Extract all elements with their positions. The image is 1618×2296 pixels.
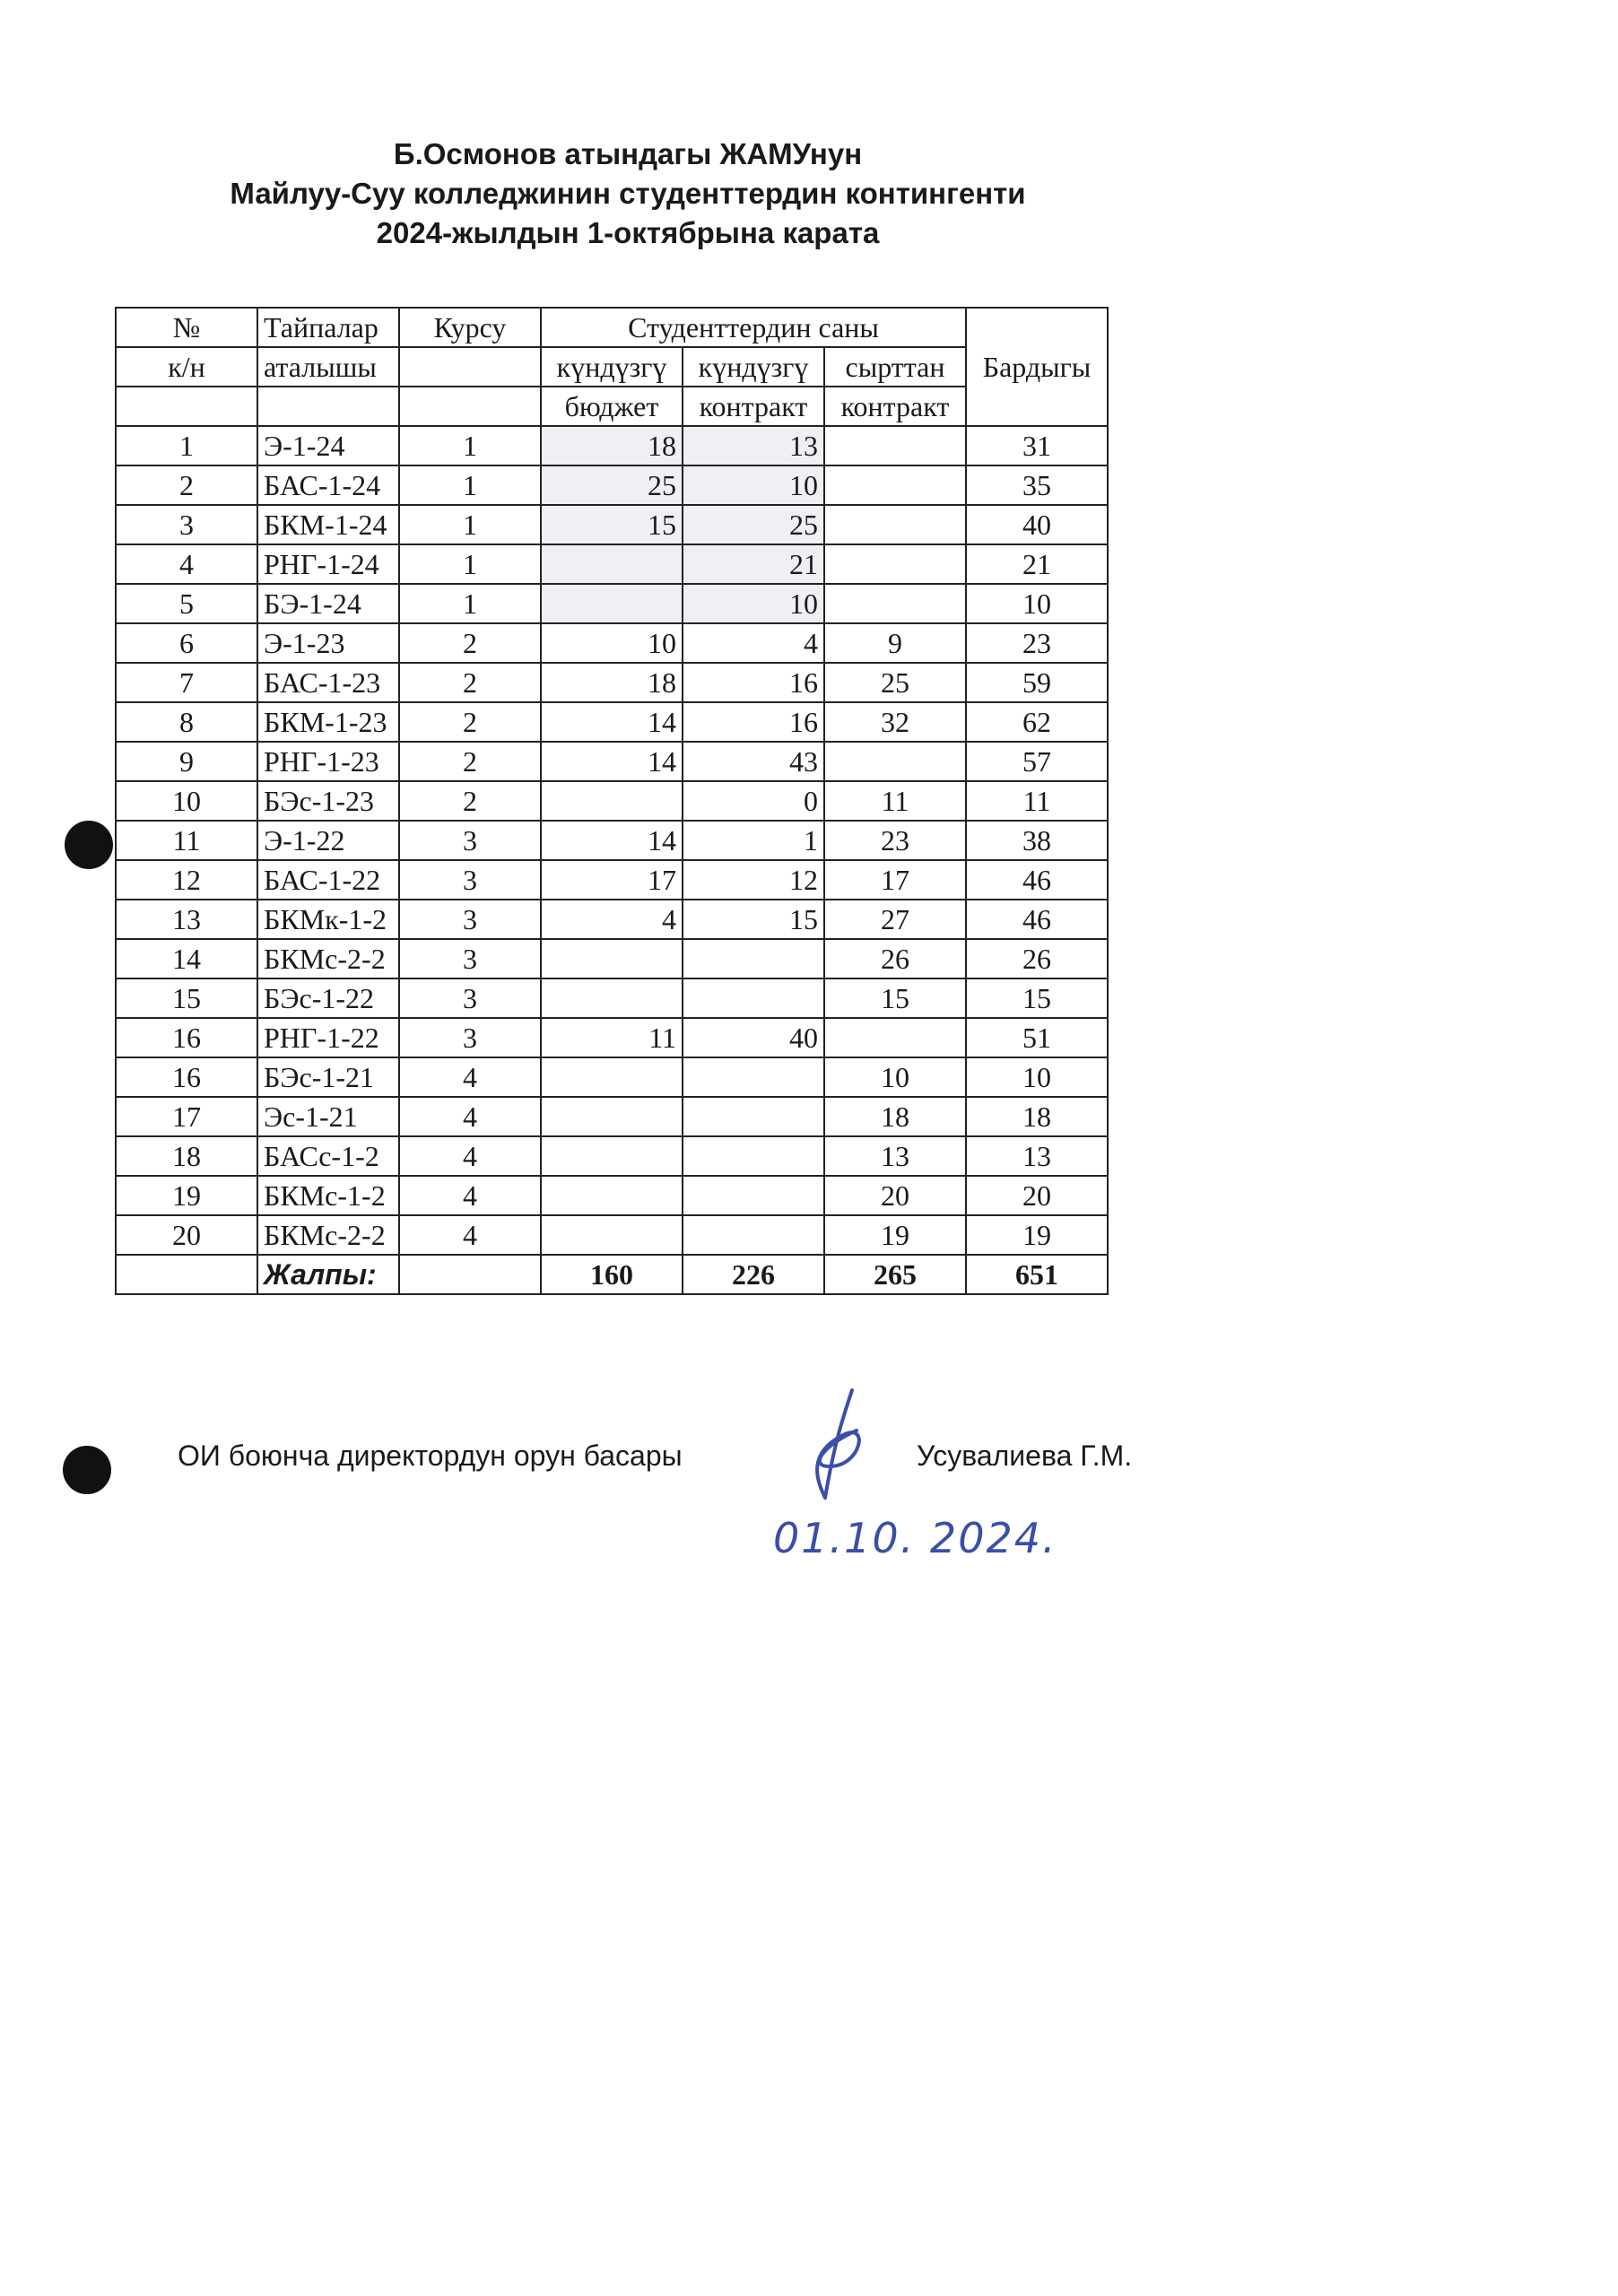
course-number: 1 xyxy=(399,505,541,544)
row-total: 13 xyxy=(966,1136,1108,1176)
group-name: РНГ-1-22 xyxy=(257,1018,399,1057)
row-total: 35 xyxy=(966,465,1108,505)
punch-hole xyxy=(63,1446,111,1494)
day-contract-count: 43 xyxy=(683,742,824,781)
row-total: 62 xyxy=(966,702,1108,742)
col-external-subheader: контракт xyxy=(824,387,966,426)
row-number: 17 xyxy=(116,1097,257,1136)
course-number: 4 xyxy=(399,1057,541,1097)
course-number: 2 xyxy=(399,742,541,781)
external-contract-count: 15 xyxy=(824,978,966,1018)
day-budget-count xyxy=(541,1136,683,1176)
group-name: БКМс-1-2 xyxy=(257,1176,399,1215)
course-number: 1 xyxy=(399,544,541,584)
row-total: 31 xyxy=(966,426,1108,465)
table-row xyxy=(116,781,1108,821)
course-number: 2 xyxy=(399,663,541,702)
row-number: 4 xyxy=(116,544,257,584)
day-budget-count xyxy=(541,1097,683,1136)
table-row xyxy=(116,544,1108,584)
col-group-header: Тайпалар xyxy=(257,308,399,347)
empty-header-cell xyxy=(116,387,257,426)
external-contract-count: 9 xyxy=(824,623,966,663)
external-contract-count xyxy=(824,584,966,623)
day-contract-count xyxy=(683,1097,824,1136)
course-number: 1 xyxy=(399,426,541,465)
table-row xyxy=(116,702,1108,742)
row-total: 38 xyxy=(966,821,1108,860)
external-contract-count: 13 xyxy=(824,1136,966,1176)
row-total: 59 xyxy=(966,663,1108,702)
table-row xyxy=(116,623,1108,663)
row-number: 11 xyxy=(116,821,257,860)
day-contract-count: 16 xyxy=(683,663,824,702)
totals-total: 651 xyxy=(966,1255,1108,1294)
header-line-1: Б.Осмонов атындагы ЖАМУнун xyxy=(393,137,863,170)
group-name: Э-1-22 xyxy=(257,821,399,860)
day-budget-count: 18 xyxy=(541,663,683,702)
row-total: 21 xyxy=(966,544,1108,584)
row-number: 14 xyxy=(116,939,257,978)
table-row xyxy=(116,663,1108,702)
header-row-2 xyxy=(116,347,1108,387)
group-name: БКМ-1-23 xyxy=(257,702,399,742)
row-total: 23 xyxy=(966,623,1108,663)
row-number: 20 xyxy=(116,1215,257,1255)
row-number: 5 xyxy=(116,584,257,623)
day-contract-count xyxy=(683,978,824,1018)
totals-contract: 226 xyxy=(683,1255,824,1294)
table-row xyxy=(116,505,1108,544)
empty-header-cell xyxy=(399,347,541,387)
external-contract-count xyxy=(824,505,966,544)
course-number: 1 xyxy=(399,584,541,623)
signature-icon xyxy=(789,1381,897,1507)
day-budget-count: 11 xyxy=(541,1018,683,1057)
day-budget-count: 14 xyxy=(541,742,683,781)
handwritten-date: 01.10. 2024. xyxy=(773,1514,1057,1562)
external-contract-count: 17 xyxy=(824,860,966,900)
day-contract-count: 4 xyxy=(683,623,824,663)
totals-empty-cell xyxy=(116,1255,257,1294)
course-number: 3 xyxy=(399,860,541,900)
empty-header-cell xyxy=(257,387,399,426)
day-budget-count: 10 xyxy=(541,623,683,663)
table-row xyxy=(116,1018,1108,1057)
header-row-3 xyxy=(116,387,1108,426)
table-row xyxy=(116,1057,1108,1097)
table-row xyxy=(116,426,1108,465)
day-contract-count: 0 xyxy=(683,781,824,821)
punch-hole xyxy=(65,821,113,869)
day-budget-count: 18 xyxy=(541,426,683,465)
external-contract-count xyxy=(824,742,966,781)
group-name: БАС-1-23 xyxy=(257,663,399,702)
empty-header-cell xyxy=(399,387,541,426)
day-contract-count: 1 xyxy=(683,821,824,860)
row-number: 16 xyxy=(116,1057,257,1097)
group-name: РНГ-1-24 xyxy=(257,544,399,584)
totals-empty-cell xyxy=(399,1255,541,1294)
group-name: Эс-1-21 xyxy=(257,1097,399,1136)
table-row xyxy=(116,939,1108,978)
totals-budget: 160 xyxy=(541,1255,683,1294)
external-contract-count: 26 xyxy=(824,939,966,978)
course-number: 1 xyxy=(399,465,541,505)
signatory-role: ОИ боюнча директордун орун басары xyxy=(178,1439,683,1472)
external-contract-count xyxy=(824,544,966,584)
group-name: БАС-1-24 xyxy=(257,465,399,505)
document-header xyxy=(0,135,1256,253)
row-total: 10 xyxy=(966,584,1108,623)
row-total: 46 xyxy=(966,860,1108,900)
external-contract-count: 32 xyxy=(824,702,966,742)
totals-row xyxy=(116,1255,1108,1294)
col-course-header: Курсу xyxy=(399,308,541,347)
day-contract-count: 10 xyxy=(683,584,824,623)
external-contract-count: 27 xyxy=(824,900,966,939)
course-number: 2 xyxy=(399,781,541,821)
table-row xyxy=(116,584,1108,623)
day-budget-count: 15 xyxy=(541,505,683,544)
day-contract-count: 15 xyxy=(683,900,824,939)
col-num-subheader: к/н xyxy=(116,347,257,387)
day-contract-count xyxy=(683,1136,824,1176)
col-budget-subheader: бюджет xyxy=(541,387,683,426)
header-line-2: Майлуу-Суу колледжинин студенттердин контингенти xyxy=(230,177,1026,210)
row-number: 8 xyxy=(116,702,257,742)
students-count-header: Студенттердин саны xyxy=(541,308,966,347)
group-name: БКМс-2-2 xyxy=(257,1215,399,1255)
col-contract-header: күндүзгү xyxy=(683,347,824,387)
row-number: 19 xyxy=(116,1176,257,1215)
course-number: 3 xyxy=(399,821,541,860)
row-total: 20 xyxy=(966,1176,1108,1215)
table-row xyxy=(116,1097,1108,1136)
day-contract-count: 40 xyxy=(683,1018,824,1057)
row-number: 9 xyxy=(116,742,257,781)
row-number: 7 xyxy=(116,663,257,702)
row-number: 10 xyxy=(116,781,257,821)
course-number: 4 xyxy=(399,1136,541,1176)
external-contract-count: 11 xyxy=(824,781,966,821)
totals-external: 265 xyxy=(824,1255,966,1294)
day-budget-count: 14 xyxy=(541,702,683,742)
row-total: 11 xyxy=(966,781,1108,821)
row-number: 2 xyxy=(116,465,257,505)
col-total-header: Бардыгы xyxy=(966,308,1108,426)
col-num-header: № xyxy=(116,308,257,347)
row-total: 57 xyxy=(966,742,1108,781)
day-contract-count: 13 xyxy=(683,426,824,465)
group-name: РНГ-1-23 xyxy=(257,742,399,781)
signatory-name: Усувалиева Г.М. xyxy=(917,1439,1133,1472)
row-number: 1 xyxy=(116,426,257,465)
group-name: БАСс-1-2 xyxy=(257,1136,399,1176)
row-total: 51 xyxy=(966,1018,1108,1057)
day-contract-count xyxy=(683,1176,824,1215)
group-name: БКМ-1-24 xyxy=(257,505,399,544)
day-budget-count: 14 xyxy=(541,821,683,860)
group-name: БЭс-1-22 xyxy=(257,978,399,1018)
day-contract-count xyxy=(683,1215,824,1255)
day-budget-count: 25 xyxy=(541,465,683,505)
col-contract-subheader: контракт xyxy=(683,387,824,426)
day-budget-count xyxy=(541,978,683,1018)
row-total: 46 xyxy=(966,900,1108,939)
table-row xyxy=(116,978,1108,1018)
external-contract-count xyxy=(824,426,966,465)
group-name: Э-1-23 xyxy=(257,623,399,663)
row-number: 15 xyxy=(116,978,257,1018)
table-row xyxy=(116,1176,1108,1215)
day-contract-count: 21 xyxy=(683,544,824,584)
course-number: 4 xyxy=(399,1097,541,1136)
external-contract-count: 25 xyxy=(824,663,966,702)
external-contract-count xyxy=(824,1018,966,1057)
course-number: 3 xyxy=(399,900,541,939)
group-name: БАС-1-22 xyxy=(257,860,399,900)
course-number: 4 xyxy=(399,1176,541,1215)
table-row xyxy=(116,742,1108,781)
table-row xyxy=(116,1136,1108,1176)
row-total: 10 xyxy=(966,1057,1108,1097)
day-budget-count xyxy=(541,1057,683,1097)
external-contract-count: 18 xyxy=(824,1097,966,1136)
day-budget-count: 17 xyxy=(541,860,683,900)
group-name: БКМк-1-2 xyxy=(257,900,399,939)
course-number: 3 xyxy=(399,939,541,978)
col-group-subheader: аталышы xyxy=(257,347,399,387)
totals-label: Жалпы: xyxy=(257,1255,399,1294)
external-contract-count: 19 xyxy=(824,1215,966,1255)
group-name: БЭс-1-21 xyxy=(257,1057,399,1097)
day-budget-count xyxy=(541,584,683,623)
row-total: 15 xyxy=(966,978,1108,1018)
row-number: 13 xyxy=(116,900,257,939)
external-contract-count: 20 xyxy=(824,1176,966,1215)
row-total: 18 xyxy=(966,1097,1108,1136)
external-contract-count: 23 xyxy=(824,821,966,860)
group-name: Э-1-24 xyxy=(257,426,399,465)
day-budget-count xyxy=(541,1176,683,1215)
table-row xyxy=(116,465,1108,505)
day-contract-count: 10 xyxy=(683,465,824,505)
course-number: 3 xyxy=(399,978,541,1018)
row-number: 18 xyxy=(116,1136,257,1176)
row-total: 26 xyxy=(966,939,1108,978)
course-number: 2 xyxy=(399,623,541,663)
header-row-1 xyxy=(116,308,1108,347)
group-name: БКМс-2-2 xyxy=(257,939,399,978)
day-budget-count xyxy=(541,781,683,821)
table-row xyxy=(116,860,1108,900)
row-total: 19 xyxy=(966,1215,1108,1255)
course-number: 3 xyxy=(399,1018,541,1057)
day-contract-count xyxy=(683,1057,824,1097)
external-contract-count xyxy=(824,465,966,505)
day-budget-count xyxy=(541,544,683,584)
col-external-header: сырттан xyxy=(824,347,966,387)
course-number: 2 xyxy=(399,702,541,742)
group-name: БЭ-1-24 xyxy=(257,584,399,623)
day-contract-count: 12 xyxy=(683,860,824,900)
day-budget-count xyxy=(541,1215,683,1255)
contingent-table xyxy=(115,307,1109,1295)
course-number: 4 xyxy=(399,1215,541,1255)
row-number: 12 xyxy=(116,860,257,900)
day-contract-count: 16 xyxy=(683,702,824,742)
table-row xyxy=(116,900,1108,939)
row-number: 3 xyxy=(116,505,257,544)
header-line-3: 2024-жылдын 1-октябрына карата xyxy=(376,216,880,249)
col-budget-header: күндүзгү xyxy=(541,347,683,387)
day-contract-count: 25 xyxy=(683,505,824,544)
table-row xyxy=(116,821,1108,860)
external-contract-count: 10 xyxy=(824,1057,966,1097)
day-budget-count xyxy=(541,939,683,978)
day-budget-count: 4 xyxy=(541,900,683,939)
day-contract-count xyxy=(683,939,824,978)
row-number: 6 xyxy=(116,623,257,663)
table-row xyxy=(116,1215,1108,1255)
group-name: БЭс-1-23 xyxy=(257,781,399,821)
row-total: 40 xyxy=(966,505,1108,544)
row-number: 16 xyxy=(116,1018,257,1057)
